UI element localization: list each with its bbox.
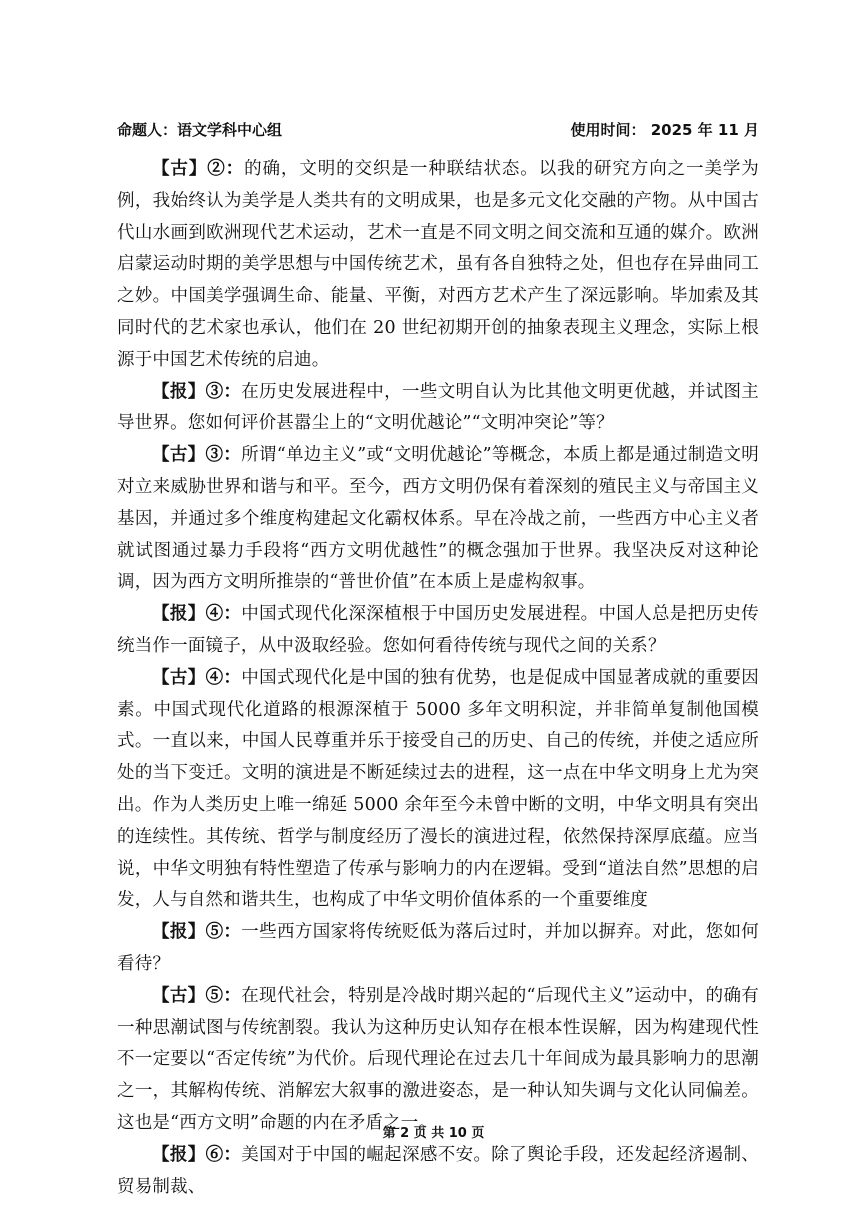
paragraph (117, 440, 759, 599)
date-label: 使用时间： 2025 年 11 月 (570, 121, 759, 139)
paragraph-text: 中国式现代化是中国的独有优势，也是促成中国显著成就的重要因素。中国式现代化道路的根源深植于 5000 多年文明积淀，并非简单复制他国模式。一直以来，中国人民尊重并乐于接受自己的历史、自己的传统，并使之适应所处的当下变迁。文明的演进是不断延续过去的进程，这一点在中华文明身上尤为突出。作为人类历史上唯一绵延 5000 余年至今未曾中断的文明，中华文明具有突出的连续性。其传统、哲学与制度经历了漫长的演进过程，依然保持深厚底蕴。应当说，中华文明独有特性塑造了传承与影响力的内在逻辑。受到“道法自然”思想的启发，人与自然和谐共生，也构成了中华文明价值体系的一个重要维度 (117, 667, 759, 911)
author-label: 命题人：语文学科中心组 (117, 121, 283, 139)
speaker-tag: 【报】⑤： (152, 922, 242, 943)
paragraph (117, 377, 759, 441)
speaker-tag: 【古】④： (152, 667, 242, 688)
paragraph-text: 在历史发展进程中，一些文明自认为比其他文明更优越，并试图主导世界。您如何评价甚嚣尘上的“文明优越论”“文明冲突论”等？ (117, 381, 759, 434)
paragraph-text: 在现代社会，特别是冷战时期兴起的“后现代主义”运动中，的确有一种思潮试图与传统割裂。我认为这种历史认知存在根本性误解，因为构建现代性不一定要以“否定传统”为代价。后现代理论在过去几十年间成为最具影响力的思潮之一，其解构传统、消解宏大叙事的激进姿态，是一种认知失调与文化认同偏差。这也是“西方文明”命题的内在矛盾之一。 (117, 985, 759, 1133)
speaker-tag: 【古】②： (152, 159, 245, 179)
paragraph-text: 一些西方国家将传统贬低为落后过时，并加以摒弃。对此，您如何看待？ (117, 922, 759, 974)
paragraph (117, 1140, 759, 1204)
page-header (117, 118, 759, 142)
speaker-tag: 【古】⑤： (152, 985, 242, 1006)
paragraph (117, 663, 759, 917)
paragraph (117, 154, 759, 377)
document-body (117, 154, 759, 1203)
page-footer (0, 1122, 867, 1141)
paragraph (117, 599, 759, 663)
page-number: 第 2 页 共 10 页 (382, 1126, 485, 1141)
paragraph-text: 的确，文明的交织是一种联结状态。以我的研究方向之一美学为例，我始终认为美学是人类共有的文明成果，也是多元文化交融的产物。从中国古代山水画到欧洲现代艺术运动，艺术一直是不同文明之间交流和互通的媒介。欧洲启蒙运动时期的美学思想与中国传统艺术，虽有各自独特之处，但也存在异曲同工之妙。中国美学强调生命、能量、平衡，对西方艺术产生了深远影响。毕加索及其同时代的艺术家也承认，他们在 20 世纪初期开创的抽象表现主义理念，实际上根源于中国艺术传统的启迪。 (117, 159, 759, 370)
paragraph-text: 美国对于中国的崛起深感不安。除了舆论手段，还发起经济遏制、贸易制裁、 (117, 1144, 759, 1197)
speaker-tag: 【报】④： (152, 604, 242, 625)
speaker-tag: 【古】③： (152, 445, 242, 466)
speaker-tag: 【报】⑥： (152, 1144, 242, 1165)
paragraph (117, 917, 759, 981)
paragraph-text: 中国式现代化深深植根于中国历史发展进程。中国人总是把历史传统当作一面镜子，从中汲取经验。您如何看待传统与现代之间的关系？ (117, 604, 759, 656)
paragraph-text: 所谓“单边主义”或“文明优越论”等概念，本质上都是通过制造文明对立来威胁世界和谐与和平。至今，西方文明仍保有着深刻的殖民主义与帝国主义基因，并通过多个维度构建起文化霸权体系。早在冷战之前，一些西方中心主义者就试图通过暴力手段将“西方文明优越性”的概念强加于世界。我坚决反对这种论调，因为西方文明所推崇的“普世价值”在本质上是虚构叙事。 (117, 445, 760, 593)
paragraph (117, 981, 759, 1140)
speaker-tag: 【报】③： (152, 381, 242, 402)
